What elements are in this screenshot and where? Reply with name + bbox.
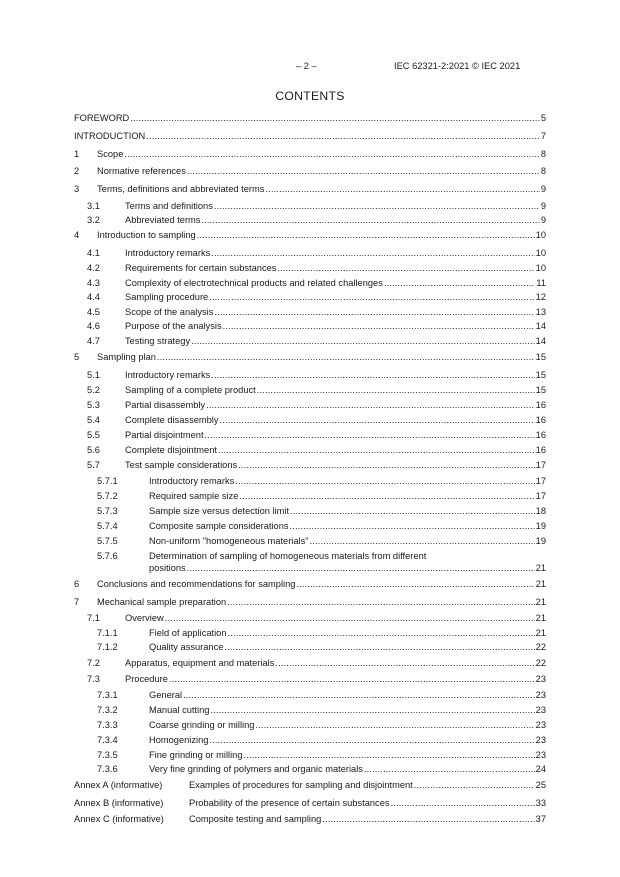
toc-entry[interactable] bbox=[74, 277, 546, 290]
toc-entry-number: 1 bbox=[74, 149, 80, 159]
toc-entry[interactable] bbox=[74, 763, 546, 776]
toc-entry-title: Coarse grinding or milling bbox=[149, 720, 255, 730]
toc-entry-number: 5 bbox=[74, 352, 80, 362]
toc-entry-number: Annex C (informative) bbox=[74, 814, 164, 824]
dot-leader bbox=[322, 813, 534, 826]
toc-entry-title: Apparatus, equipment and materials bbox=[125, 658, 275, 668]
toc-entry-title: Fine grinding or milling bbox=[149, 750, 243, 760]
toc-entry-number: 4.3 bbox=[87, 278, 100, 288]
toc-entry-number: 7.3.1 bbox=[97, 690, 118, 700]
toc-entry[interactable] bbox=[74, 229, 546, 242]
dot-leader bbox=[391, 797, 535, 810]
dot-leader bbox=[223, 320, 535, 333]
toc-entry[interactable] bbox=[74, 550, 546, 573]
toc-entry-title: Quality assurance bbox=[149, 642, 224, 652]
toc-entry[interactable] bbox=[74, 130, 546, 143]
toc-entry-page: 15 bbox=[535, 385, 546, 395]
toc-entry[interactable] bbox=[74, 627, 546, 640]
toc-entry[interactable] bbox=[74, 320, 546, 333]
dot-leader bbox=[206, 399, 535, 412]
toc-entry-title: Introductory remarks bbox=[149, 476, 235, 486]
dot-leader bbox=[364, 763, 535, 776]
dot-leader bbox=[275, 657, 534, 670]
dot-leader bbox=[290, 505, 535, 518]
toc-entry-title: Normative references bbox=[97, 166, 186, 176]
toc-entry-page: 19 bbox=[535, 521, 546, 531]
dot-leader bbox=[214, 306, 534, 319]
toc-entry-title: Conclusions and recommendations for sampling bbox=[97, 579, 296, 589]
dot-leader bbox=[165, 612, 535, 625]
toc-entry-number: 4.2 bbox=[87, 263, 100, 273]
dot-leader bbox=[257, 384, 535, 397]
dot-leader bbox=[228, 627, 535, 640]
toc-entry-title: Sampling plan bbox=[97, 352, 156, 362]
dot-leader bbox=[238, 459, 535, 472]
dot-leader bbox=[130, 112, 540, 125]
toc-entry-page: 21 bbox=[535, 579, 546, 589]
toc-entry-title-continued: positions bbox=[149, 563, 186, 573]
dot-leader bbox=[187, 165, 540, 178]
toc-entry[interactable] bbox=[74, 673, 546, 686]
dot-leader bbox=[277, 262, 534, 275]
toc-entry-title: Abbreviated terms bbox=[125, 215, 201, 225]
toc-entry-page: 8 bbox=[540, 166, 546, 176]
dot-leader bbox=[124, 148, 539, 161]
dot-leader bbox=[255, 719, 534, 732]
toc-entry-title: Requirements for certain substances bbox=[125, 263, 277, 273]
toc-entry-page: 19 bbox=[535, 536, 546, 546]
toc-entry-page: 16 bbox=[535, 400, 546, 410]
toc-entry-number: 3 bbox=[74, 184, 80, 194]
dot-leader bbox=[157, 351, 535, 364]
toc-entry[interactable] bbox=[74, 459, 546, 472]
toc-entry-page: 21 bbox=[535, 563, 546, 573]
dot-leader bbox=[265, 183, 539, 196]
toc-entry-page: 10 bbox=[535, 263, 546, 273]
toc-entry-title: Scope of the analysis bbox=[125, 307, 214, 317]
toc-entry-page: 13 bbox=[535, 307, 546, 317]
toc-entry-page: 9 bbox=[540, 201, 546, 211]
dot-leader bbox=[235, 475, 534, 488]
toc-entry-number: 7.3 bbox=[87, 674, 100, 684]
toc-entry[interactable] bbox=[74, 414, 546, 427]
toc-entry[interactable] bbox=[74, 734, 546, 747]
toc-entry-title: Composite sample considerations bbox=[149, 521, 289, 531]
toc-entry-title: Test sample considerations bbox=[125, 460, 238, 470]
dot-leader bbox=[218, 444, 535, 457]
toc-entry[interactable] bbox=[74, 335, 546, 348]
toc-entry-page: 10 bbox=[535, 248, 546, 258]
toc-entry-number: 5.1 bbox=[87, 370, 100, 380]
toc-entry-title: Partial disassembly bbox=[125, 400, 206, 410]
toc-entry[interactable] bbox=[74, 429, 546, 442]
document-reference: IEC 62321-2:2021 © IEC 2021 bbox=[394, 61, 521, 71]
dot-leader bbox=[191, 335, 535, 348]
toc-entry[interactable] bbox=[74, 112, 546, 125]
toc-entry[interactable] bbox=[74, 399, 546, 412]
toc-entry-number: 3.2 bbox=[87, 215, 100, 225]
toc-entry-title: Purpose of the analysis bbox=[125, 321, 222, 331]
toc-entry-title: Required sample size bbox=[149, 491, 239, 501]
toc-entry-page: 23 bbox=[535, 735, 546, 745]
toc-entry-title: INTRODUCTION bbox=[74, 131, 146, 141]
toc-entry-page: 7 bbox=[540, 131, 546, 141]
dot-leader bbox=[209, 734, 534, 747]
toc-entry-page: 16 bbox=[535, 415, 546, 425]
toc-entry[interactable] bbox=[74, 183, 546, 196]
dot-leader bbox=[210, 704, 534, 717]
toc-entry-number: 5.7.3 bbox=[97, 506, 118, 516]
toc-entry[interactable] bbox=[74, 689, 546, 702]
toc-entry-number: 7.3.6 bbox=[97, 764, 118, 774]
toc-entry-number: 7.3.4 bbox=[97, 735, 118, 745]
toc-entry-number: 5.4 bbox=[87, 415, 100, 425]
toc-entry[interactable] bbox=[74, 520, 546, 533]
toc-entry-title: Sampling procedure bbox=[125, 292, 209, 302]
toc-entry-page: 21 bbox=[535, 628, 546, 638]
contents-title: CONTENTS bbox=[275, 89, 345, 103]
toc-entry-page: 24 bbox=[535, 764, 546, 774]
toc-entry-title: Introduction to sampling bbox=[97, 230, 196, 240]
toc-entry-number: 4.5 bbox=[87, 307, 100, 317]
toc-entry-number: 5.2 bbox=[87, 385, 100, 395]
toc-entry-page: 17 bbox=[535, 476, 546, 486]
toc-entry-number: 5.7.4 bbox=[97, 521, 118, 531]
toc-entry-page: 22 bbox=[535, 642, 546, 652]
toc-entry-page: 23 bbox=[535, 720, 546, 730]
toc-entry-title: Scope bbox=[97, 149, 124, 159]
dot-leader bbox=[211, 247, 534, 260]
toc-entry-page: 17 bbox=[535, 491, 546, 501]
toc-entry-page: 9 bbox=[540, 215, 546, 225]
dot-leader bbox=[310, 535, 535, 548]
toc-entry[interactable] bbox=[74, 596, 546, 609]
toc-entry[interactable] bbox=[74, 490, 546, 503]
toc-entry[interactable] bbox=[74, 779, 546, 792]
toc-entry-title: Terms and definitions bbox=[125, 201, 213, 211]
toc-entry-page: 18 bbox=[535, 506, 546, 516]
toc-entry[interactable] bbox=[74, 657, 546, 670]
toc-entry[interactable] bbox=[74, 291, 546, 304]
toc-entry-title: Terms, definitions and abbreviated terms bbox=[97, 184, 265, 194]
toc-entry-page: 22 bbox=[535, 658, 546, 668]
toc-entry[interactable] bbox=[74, 578, 546, 591]
toc-entry-number: 5.5 bbox=[87, 430, 100, 440]
toc-entry-number: 7.1.1 bbox=[97, 628, 118, 638]
toc-entry-title: Sampling of a complete product bbox=[125, 385, 256, 395]
dot-leader bbox=[244, 749, 535, 762]
toc-entry-title: Introductory remarks bbox=[125, 370, 211, 380]
dot-leader bbox=[183, 689, 535, 702]
toc-entry-page: 25 bbox=[535, 780, 546, 790]
toc-entry[interactable] bbox=[74, 214, 546, 227]
toc-entry-number: 4.7 bbox=[87, 336, 100, 346]
toc-entry-page: 16 bbox=[535, 445, 546, 455]
toc-entry[interactable] bbox=[74, 247, 546, 260]
dot-leader bbox=[384, 277, 535, 290]
toc-entry-title: Partial disjointment bbox=[125, 430, 204, 440]
dot-leader bbox=[239, 490, 534, 503]
toc-entry-number: 5.3 bbox=[87, 400, 100, 410]
toc-entry-number: 7.3.5 bbox=[97, 750, 118, 760]
toc-entry[interactable] bbox=[74, 505, 546, 518]
toc-entry[interactable] bbox=[74, 262, 546, 275]
dot-leader bbox=[227, 596, 534, 609]
toc-entry-title: Introductory remarks bbox=[125, 248, 211, 258]
toc-entry-title: Mechanical sample preparation bbox=[97, 597, 227, 607]
toc-entry[interactable] bbox=[74, 641, 546, 654]
toc-entry-title: Field of application bbox=[149, 628, 227, 638]
toc-entry-page: 5 bbox=[540, 113, 546, 123]
dot-leader bbox=[414, 779, 535, 792]
toc-entry[interactable] bbox=[74, 813, 546, 826]
dot-leader bbox=[187, 562, 535, 575]
dot-leader bbox=[211, 369, 534, 382]
toc-entry-number: 4.4 bbox=[87, 292, 100, 302]
toc-entry-page: 23 bbox=[535, 674, 546, 684]
toc-entry[interactable] bbox=[74, 719, 546, 732]
toc-entry-title: Complete disjointment bbox=[125, 445, 217, 455]
toc-entry-title: Sample size versus detection limit bbox=[149, 506, 290, 516]
toc-entry-title: Testing strategy bbox=[125, 336, 191, 346]
toc-entry-number: 4 bbox=[74, 230, 80, 240]
toc-entry[interactable] bbox=[74, 351, 546, 364]
toc-entry-title: Overview bbox=[125, 613, 164, 623]
dot-leader bbox=[214, 200, 540, 213]
toc-entry-title: Homogenizing bbox=[149, 735, 209, 745]
toc-entry-page: 23 bbox=[535, 705, 546, 715]
dot-leader bbox=[209, 291, 534, 304]
toc-entry[interactable] bbox=[74, 475, 546, 488]
toc-entry[interactable] bbox=[74, 369, 546, 382]
toc-entry-number: 7.1.2 bbox=[97, 642, 118, 652]
toc-entry-title: Composite testing and sampling bbox=[189, 814, 322, 824]
toc-entry-page: 37 bbox=[535, 814, 546, 824]
toc-entry-number: 5.7.6 bbox=[97, 551, 118, 561]
toc-entry-number: 4.1 bbox=[87, 248, 100, 258]
dot-leader bbox=[169, 673, 535, 686]
toc-entry-title: Non-uniform "homogeneous materials" bbox=[149, 536, 309, 546]
toc-entry-page: 8 bbox=[540, 149, 546, 159]
toc-entry[interactable] bbox=[74, 704, 546, 717]
toc-entry-title: General bbox=[149, 690, 183, 700]
toc-entry-number: 7.2 bbox=[87, 658, 100, 668]
dot-leader bbox=[296, 578, 534, 591]
toc-entry-number: 5.6 bbox=[87, 445, 100, 455]
toc-entry-title: Procedure bbox=[125, 674, 168, 684]
toc-entry-page: 15 bbox=[535, 370, 546, 380]
toc-entry-number: 7.3.3 bbox=[97, 720, 118, 730]
dot-leader bbox=[146, 130, 540, 143]
toc-entry-title: Complexity of electrotechnical products and related challenges bbox=[125, 278, 383, 288]
toc-entry-number: 5.7.2 bbox=[97, 491, 118, 501]
toc-entry-number: 5.7.1 bbox=[97, 476, 118, 486]
toc-entry-page: 21 bbox=[535, 613, 546, 623]
dot-leader bbox=[290, 520, 535, 533]
toc-entry[interactable] bbox=[74, 612, 546, 625]
toc-entry[interactable] bbox=[74, 535, 546, 548]
toc-entry-page: 23 bbox=[535, 690, 546, 700]
toc-entry-page: 16 bbox=[535, 430, 546, 440]
toc-entry-title: Probability of the presence of certain substances bbox=[189, 798, 390, 808]
toc-entry-title: Examples of procedures for sampling and disjointment bbox=[189, 780, 413, 790]
toc-entry-page: 33 bbox=[535, 798, 546, 808]
dot-leader bbox=[224, 641, 534, 654]
toc-entry-title: Manual cutting bbox=[149, 705, 210, 715]
toc-entry-number: 3.1 bbox=[87, 201, 100, 211]
toc-entry-title: FOREWORD bbox=[74, 113, 130, 123]
toc-entry[interactable] bbox=[74, 797, 546, 810]
toc-entry-number: 7.3.2 bbox=[97, 705, 118, 715]
toc-entry-number: Annex B (informative) bbox=[74, 798, 164, 808]
toc-entry-number: 7 bbox=[74, 597, 80, 607]
toc-entry-page: 12 bbox=[535, 292, 546, 302]
toc-entry-number: 4.6 bbox=[87, 321, 100, 331]
toc-entry-page: 14 bbox=[535, 336, 546, 346]
toc-entry[interactable] bbox=[74, 749, 546, 762]
toc-entry-title: Determination of sampling of homogeneous materials from different bbox=[149, 551, 427, 561]
page-number: – 2 – bbox=[296, 61, 317, 71]
toc-entry-page: 15 bbox=[535, 352, 546, 362]
toc-entry-page: 21 bbox=[535, 597, 546, 607]
toc-entry-page: 14 bbox=[535, 321, 546, 331]
toc-entry-number: 6 bbox=[74, 579, 80, 589]
toc-entry-page: 11 bbox=[536, 278, 546, 288]
toc-entry[interactable] bbox=[74, 384, 546, 397]
toc-entry[interactable] bbox=[74, 148, 546, 161]
toc-entry-page: 9 bbox=[540, 184, 546, 194]
toc-entry-number: 5.7 bbox=[87, 460, 100, 470]
toc-entry[interactable] bbox=[74, 200, 546, 213]
toc-entry-title: Complete disassembly bbox=[125, 415, 219, 425]
toc-entry-number: Annex A (informative) bbox=[74, 780, 163, 790]
toc-entry-title: Very fine grinding of polymers and organic materials bbox=[149, 764, 363, 774]
dot-leader bbox=[220, 414, 535, 427]
toc-entry[interactable] bbox=[74, 165, 546, 178]
toc-entry[interactable] bbox=[74, 306, 546, 319]
toc-entry-page: 10 bbox=[535, 230, 546, 240]
toc-entry-number: 5.7.5 bbox=[97, 536, 118, 546]
toc-entry-number: 7.1 bbox=[87, 613, 100, 623]
toc-entry-number: 2 bbox=[74, 166, 80, 176]
toc-entry[interactable] bbox=[74, 444, 546, 457]
dot-leader bbox=[201, 214, 539, 227]
dot-leader bbox=[205, 429, 535, 442]
dot-leader bbox=[197, 229, 535, 242]
toc-entry-page: 17 bbox=[535, 460, 546, 470]
toc-entry-page: 23 bbox=[535, 750, 546, 760]
